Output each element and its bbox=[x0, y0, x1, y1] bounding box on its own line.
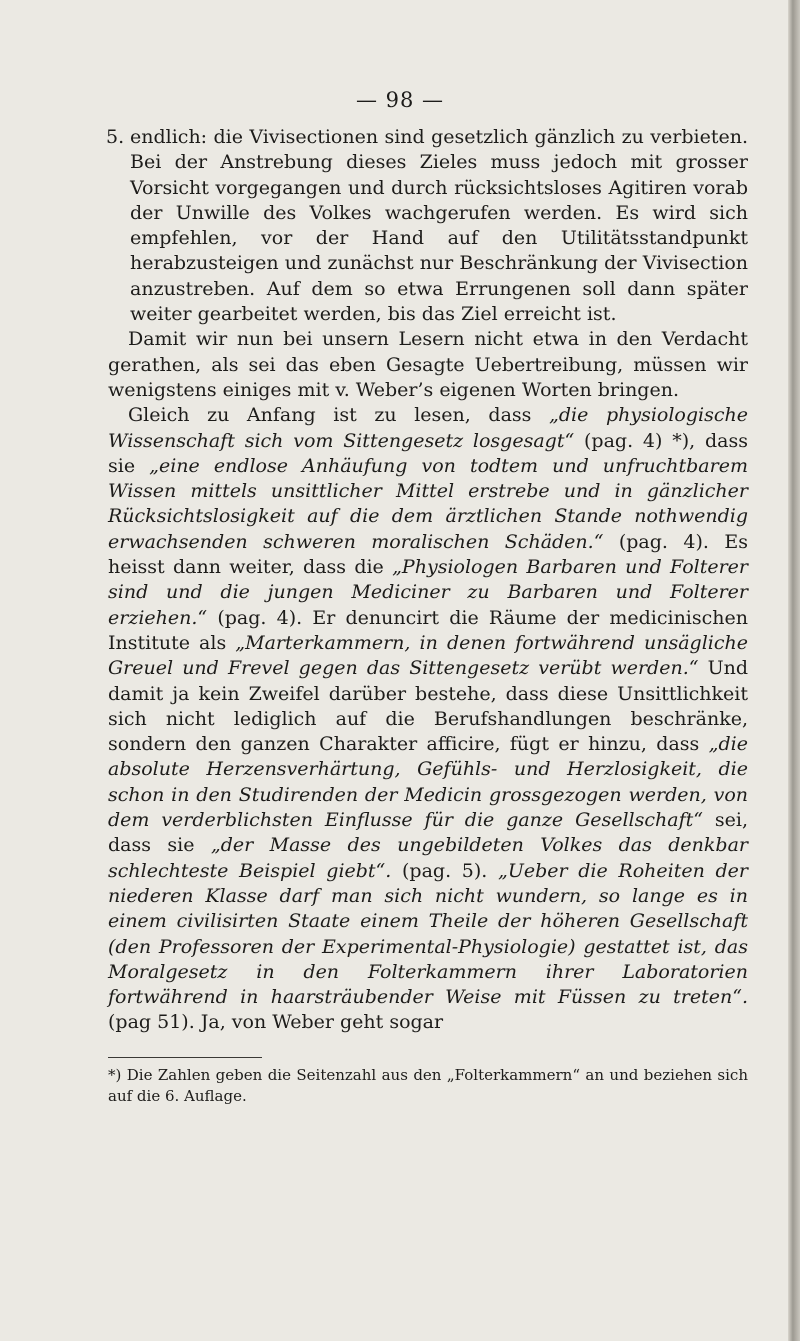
body-text bbox=[108, 125, 748, 1036]
text-run: Und damit ja kein Zweifel darüber bestehe, dass diese Unsittlichkeit sich nicht lediglich auf die Berufshandlungen beschränke, sondern den ganzen Charakter afficire, fügt er hinzu, dass bbox=[108, 657, 748, 756]
text-run: sei, dass sie bbox=[108, 809, 748, 857]
text-run: (pag 51). Ja, von Weber geht sogar bbox=[108, 1011, 444, 1034]
text-run: (pag. 4). Er denuncirt die Räume der medicinischen Institute als bbox=[108, 606, 748, 654]
list-item-5 bbox=[108, 125, 748, 327]
quote: „die absolute Herzensverhärtung, Gefühls- und Herzlosigkeit, die schon in den Studirenden der Medicin grossgezogen werden, von dem verderblichsten Einflusse für die ganze Gesellschaft“ bbox=[108, 733, 748, 832]
list-item-marker: 5. bbox=[106, 126, 125, 148]
quote: „eine endlose Anhäufung von todtem und unfruchtbarem Wissen mittels unsittlicher Mittel erstrebe und in gänzlicher Rücksichtslosigkeit auf die dem ärztlichen Stande nothwendig erwachsenden schweren moralischen Schäden.“ bbox=[108, 454, 748, 553]
list-item-text: endlich: die Vivisectionen sind gesetzlich gänzlich zu verbieten. Bei der Anstrebung dieses Zieles muss jedoch mit grosser Vorsicht vorgegangen und durch rücksichtsloses Agitiren vorab der Unwille des Volkes wachgerufen werden. Es wird sich empfehlen, vor der Hand auf den Utilitätsstandpunkt herabzusteigen und zunächst nur Beschränkung der Vivisection anzustreben. Auf dem so etwa Errungenen soll dann später weiter gearbeitet werden, bis das Ziel erreicht ist. bbox=[130, 126, 748, 326]
page-number: — 98 — bbox=[355, 88, 445, 112]
text-run: Gleich zu Anfang ist zu lesen, dass bbox=[128, 404, 550, 427]
text-run: (pag. 4) *), dass sie bbox=[108, 429, 748, 477]
page-edge bbox=[788, 0, 800, 1341]
quote: „der Masse des ungebildeten Volkes das denkbar schlechteste Beispiel giebt“. bbox=[108, 834, 748, 882]
paragraph-1: Damit wir nun bei unsern Lesern nicht etwa in den Verdacht gerathen, als sei das eben Gesagte Uebertreibung, müssen wir wenigstens einiges mit v. Weber’s eigenen Worten bringen. bbox=[108, 328, 748, 401]
quote: „Ueber die Roheiten der niederen Klasse darf man sich nicht wundern, so lange es in einem civilisirten Staate einem Theile der höheren Gesellschaft (den Professoren der Experimental-Physiologie) gestattet ist, das Moralgesetz in den Folterkammern ihrer Laboratorien fortwährend in haarsträubender Weise mit Füssen zu treten“. bbox=[108, 859, 749, 1009]
footnote: *) Die Zahlen geben die Seitenzahl aus den „Folterkammern“ an und beziehen sich auf die 6. Auflage. bbox=[108, 1066, 748, 1105]
text-run: (pag. 5). bbox=[391, 859, 498, 882]
quote: „die physiologische Wissenschaft sich vom Sittengesetz losgesagt“ bbox=[108, 404, 748, 452]
quote: „Physiologen Barbaren und Folterer sind und die jungen Mediciner zu Barbaren und Folterer erziehen.“ bbox=[108, 556, 749, 629]
quote: „Marterkammern, in denen fortwährend unsägliche Greuel und Frevel gegen das Sittengesetz verübt werden.“ bbox=[108, 631, 748, 680]
text-run: (pag. 4). Es heisst dann weiter, dass die bbox=[108, 530, 748, 579]
footnote-rule bbox=[108, 1057, 262, 1058]
paragraph-2 bbox=[108, 403, 748, 1035]
